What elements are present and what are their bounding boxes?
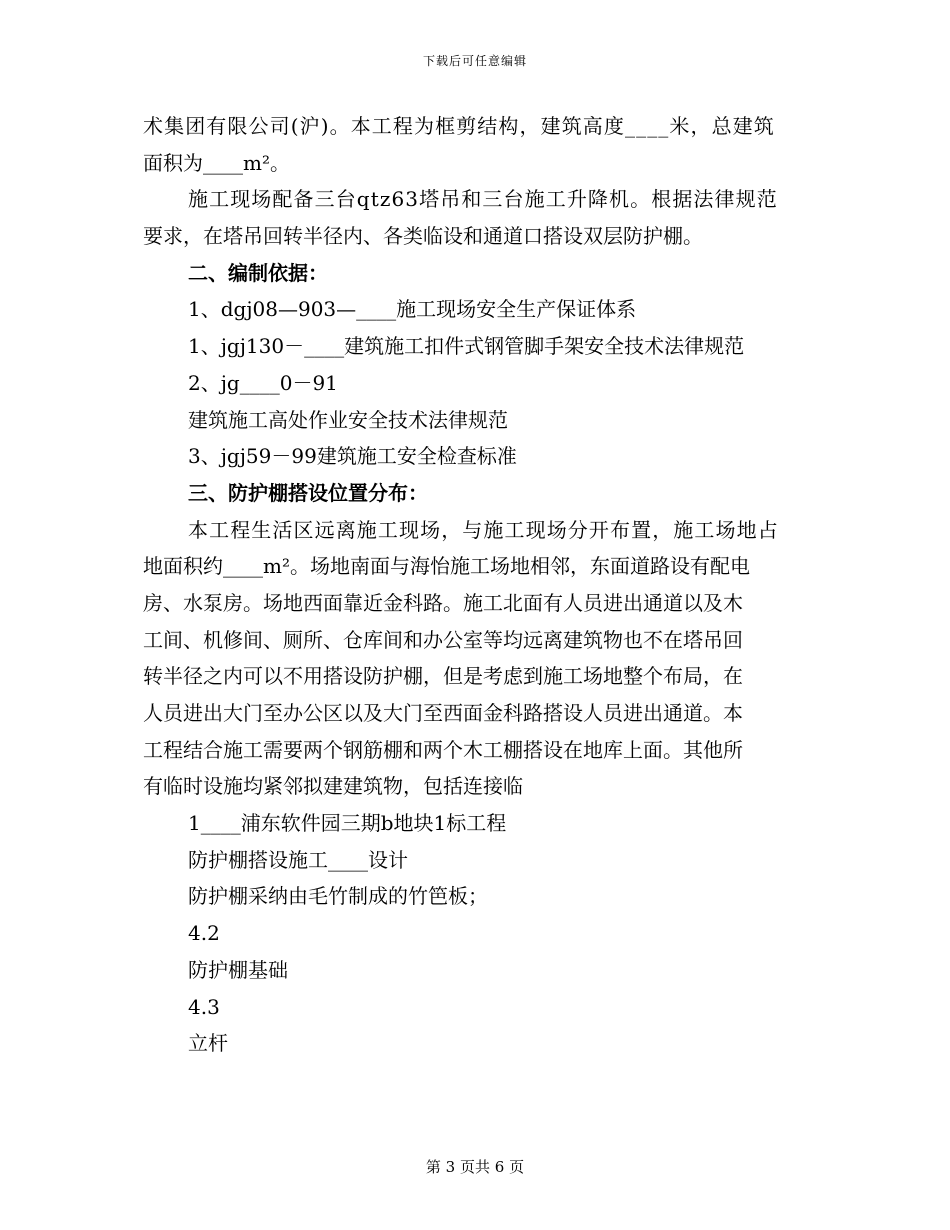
paragraph-line: 施工现场配备三台qtz63塔吊和三台施工升降机。根据法律规范	[188, 187, 778, 212]
paragraph-line: 房、水泵房。场地西面靠近金科路。施工北面有人员进出通道以及木	[143, 590, 743, 615]
page-footer: 第 3 页共 6 页	[425, 1158, 525, 1176]
paragraph-line: 术集团有限公司(沪)。本工程为框剪结构，建筑高度____米，总建筑	[143, 114, 775, 138]
paragraph-line: 本工程生活区远离施工现场，与施工现场分开布置，施工场地占	[188, 517, 779, 542]
paragraph-line: 工间、机修间、厕所、仓库间和办公室等均远离建筑物也不在塔吊回	[143, 627, 743, 652]
list-item: 3、jgj59－99建筑施工安全检查标准	[188, 444, 517, 469]
list-item: 2、jg____0－91	[188, 370, 338, 395]
paragraph-line: 面积为____m²。	[143, 150, 290, 175]
paragraph-line: 有临时设施均紧邻拟建建筑物，包括连接临	[143, 774, 523, 799]
paragraph-line: 建筑施工高处作业安全技术法律规范	[188, 407, 508, 432]
paragraph-line: 转半径之内可以不用搭设防护棚，但是考虑到施工场地整个布局，在	[143, 664, 743, 689]
list-item: 1、dgj08—903—____施工现场安全生产保证体系	[188, 297, 637, 322]
section-heading: 三、防护棚搭设位置分布：	[188, 480, 428, 505]
page-header: 下载后可任意编辑	[422, 54, 527, 68]
paragraph-line: 立杆	[188, 1031, 228, 1056]
document-body	[143, 108, 808, 1062]
paragraph-line: 要求，在塔吊回转半径内、各类临设和通道口搭设双层防护棚。	[143, 224, 703, 249]
section-heading: 二、编制依据：	[188, 260, 328, 285]
section-number: 4.3	[188, 994, 220, 1019]
list-item: 1____浦东软件园三期b地块1标工程	[188, 811, 507, 836]
paragraph-line: 防护棚采纳由毛竹制成的竹笆板；	[188, 884, 488, 909]
paragraph-line: 人员进出大门至办公区以及大门至西面金科路搭设人员进出通道。本	[143, 701, 743, 725]
paragraph-line: 地面积约____m²。场地南面与海怡施工场地相邻，东面道路设有配电	[143, 554, 750, 579]
paragraph-line: 防护棚搭设施工____设计	[188, 847, 408, 872]
list-item: 1、jgj130－____建筑施工扣件式钢管脚手架安全技术法律规范	[188, 334, 745, 359]
paragraph-line: 防护棚基础	[188, 957, 288, 982]
paragraph-line: 工程结合施工需要两个钢筋棚和两个木工棚搭设在地库上面。其他所	[143, 737, 743, 762]
section-number: 4.2	[188, 921, 220, 946]
